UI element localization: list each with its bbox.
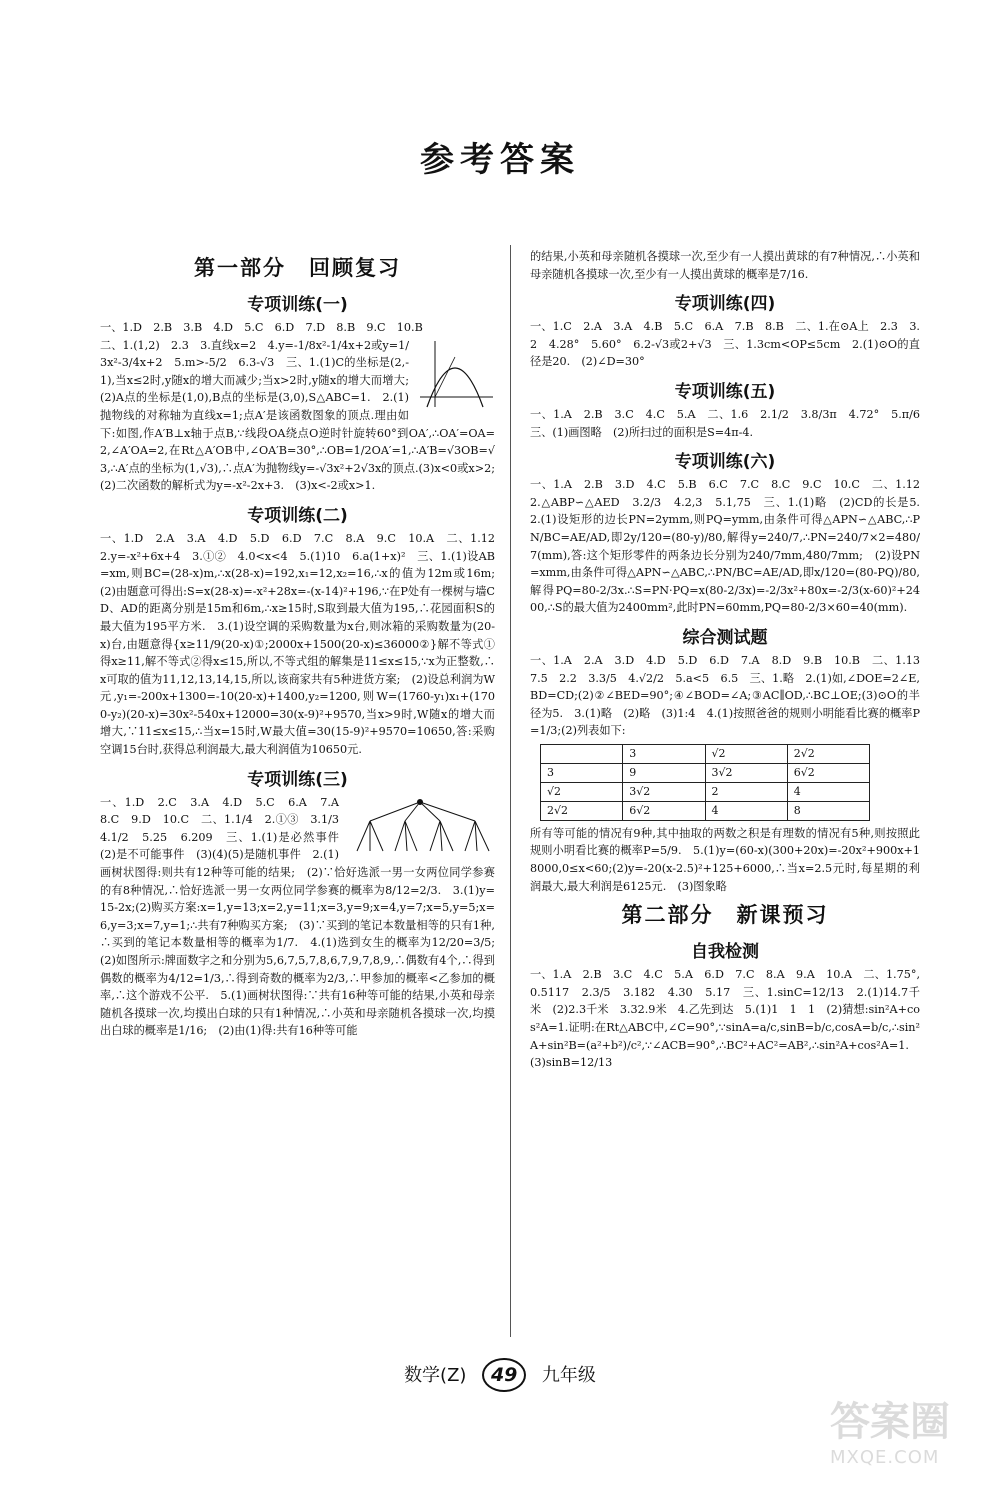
table-cell — [541, 744, 623, 763]
page-title: 参考答案 — [420, 140, 580, 180]
footer-grade: 九年级 — [541, 1365, 596, 1386]
table-cell: 4 — [787, 782, 869, 801]
table-cell: 2√2 — [787, 744, 869, 763]
table-cell: 6√2 — [623, 801, 705, 820]
answer-paragraph: 的结果,小英和母亲随机各摸球一次,至少有一人摸出黄球的有7种情况,∴小英和母亲随机各摸球一次,至少有一人摸出黄球的概率是7/16. — [530, 250, 920, 281]
answer-paragraph: 一、1.C 2.A 3.A 4.B 5.C 6.A 7.B 8.B 二、1.在⊙A上 2.3 3.2 4.28° 5.60° 6.2-√3或2+√3 三、1.3cm<OP≤5cm 2.(1)⊙O的直径是20. (2)∠D=30° — [530, 320, 920, 369]
watermark — [830, 1390, 980, 1475]
table-cell: 4 — [705, 801, 787, 820]
table-cell: 9 — [623, 763, 705, 782]
watermark-logo: 答案圈 — [830, 1399, 950, 1445]
part2-title: 第二部分 新课预习 — [621, 903, 829, 928]
answer-paragraph: 一、1.D 2.C 3.A 4.D 5.C 6.A 7.A 8.C 9.D 10.C 二、1.1/4 2.①③ 3.1/3 4.1/2 5.25 6.209 三、1.(1)是必然事件 (2)是不可能事件 (3)(4)(5)是随机事件 2.(1)画树状图得:则共有12种等可能的结果; (2)∵恰好选派一男一女两位同学参赛的有8种情况,∴恰好选派一男一女两位同学参赛的概率为8/12=2/3. 3.(1)y=15-2x;(2)购买方案:x=1,y=13;x=2,y=11;x=3,y=9;x=4,y=7;x=5,y=5;x=6,y=3;x=7,y=1;∴共有7种购买方案; (3)∵买到的笔记本数量相等的只有1种,∴买到的笔记本数量相等的概率为1/7. 4.(1)选到女生的概率为12/20=3/5; (2)如图所示:牌面数字之和分别为5,6,7,5,7,8,6,7,9,7,8,9,∴偶数有4个,∴得到偶数的概率为4/12=1/3,∴得到奇数的概率为2/3,∴甲参加的概率<乙参加的概率,∴这个游戏不公平. 5.(1)画树状图得:∵共有16种等可能的结果,小英和母亲随机各摸球一次,均摸出白球的只有1种情况,∴小英和母亲随机各摸球一次,均摸出白球的概率是1/16; (2)由(1)得:共有16种等可能 — [100, 795, 507, 1038]
answer-paragraph: 所有等可能的情况有9种,其中抽取的两数之积是有理数的情况有5种,则按照此规则小明看比赛的概率P=5/9. 5.(1)y=(60-x)(300+20x)=-20x²+900x+18000,0≤x<60;(2)y=-20(x-2.5)²+125+6000,∴当x=2.5元时,每星期的利润最大,最大利润是6125元. (3)图象略 — [530, 826, 920, 893]
footer-subject: 数学(Z) — [404, 1365, 467, 1386]
table-row — [541, 744, 870, 763]
probability-table-wrap — [540, 744, 920, 821]
section-title: 专项训练(四) — [674, 294, 776, 315]
left-column — [100, 248, 507, 1040]
right-column — [530, 248, 932, 1072]
table-cell: √2 — [705, 744, 787, 763]
answer-paragraph: 一、1.D 2.A 3.A 4.D 5.D 6.D 7.C 8.A 9.C 10.A 二、1.12 2.y=-x²+6x+4 3.①② 4.0<x<4 5.(1)10 6.a(1+x)² 三、1.(1)设AB=xm,则BC=(28-x)m,∴x(28-x)=192,x₁=12,x₂=16,∴x的值为12m或16m; (2)由题意可得出:S=x(28-x)=-x²+28x=-(x-14)²+196,∵在P处有一棵树与墙CD、AD的距离分别是15m和6m,∴x≥15时,S取到最大值为195,∴花园面积S的最大值为195平方米. 3.(1)设空调的采购数量为x台,则冰箱的采购数量为(20-x)台,由题意得{x≥11/9(20-x)①;2000x+1500(20-x)≤36000②}解不等式①得x≥11,解不等式②得x≤15,所以,不等式组的解集是11≤x≤15,∵x为正整数,∴x可取的值为11,12,13,14,15,所以,该商家共有5种进货方案; (2)设总利润为W元,y₁=-200x+1300=-10(20-x)+1400,y₂=1200,则W=(1760-y₁)x₁+(1700-y₂)(20-x)=30x²-540x+12000=30(x-9)²+9570,当x>9时,W随x的增大而增大,∵11≤x≤15,∴当x=15时,W最大值=30(15-9)²+9570=10650,答:采购空调15台时,获得总利润最大,最大利润值为10650元. — [100, 531, 507, 757]
table-cell: 8 — [787, 801, 869, 820]
answer-paragraph: 一、1.A 2.A 3.D 4.D 5.D 6.D 7.A 8.D 9.B 10.B 二、1.137.5 2.2 3.3/5 4.√2/2 5.a<5 6.5 三、1.略 2.(1)如,∠DOE=2∠E,BD=CD;(2)②∠BED=90°;④∠BOD=∠A;③AC∥OD,∴BC⊥OE;(3)⊙O的半径为5. 3.(1)略 (2)略 (3)1:4 4.(1)按照爸爸的规则小明能看比赛的概率P=1/3;(2)列表如下: — [530, 653, 920, 738]
table-cell: 2√2 — [541, 801, 623, 820]
table-cell: 3 — [541, 763, 623, 782]
answer-paragraph: 一、1.A 2.B 3.C 4.C 5.A 6.D 7.C 8.A 9.A 10.A 二、1.75°,0.5117 2.3/5 3.182 4.30 5.17 三、1.sinC=12/13 2.(1)14.7千米 (2)2.3千米 3.32.9米 4.乙先到达 5.(1)1 1 1 (2)猜想:sin²A+cos²A=1.证明:在Rt△ABC中,∠C=90°,∵sinA=a/c,sinB=b/c,cosA=b/c,∴sin²A+sin²B=(a²+b²)/c²,∵∠ACB=90°,∴BC²+AC²=AB²,∴sin²A+cos²A=1. (3)sinB=12/13 — [530, 968, 921, 1070]
column-divider — [510, 245, 511, 1337]
answer-paragraph: 二、1.(1,2) 2.3 3.直线x=2 4.y=-1/8x²-1/4x+2或y=1/3x²-3/4x+2 5.m>-5/2 6.3-√3 三、1.(1)C的坐标是(2,-1),当x≤2时,y随x的增大而减少;当x>2时,y随x的增大而增大; (2)A点的坐标是(1,0),B点的坐标是(3,0),S△ABC=1. 2.(1)抛物线的对称轴为直线x=1;点A′是该函数图象的顶点.理由如下:如图,作A′B⊥x轴于点B,∵线段OA绕点O逆时针旋转60°到OA′,∴OA′=OA=2,∠A′OA=2,在Rt△A′OB中,∠OA′B=30°,∴OB=1/2OA′=1,∴A′B=√3OB=√3,∴A′点的坐标为(1,√3),∴点A′为抛物线y=-√3x²+2√3x的顶点.(3)x<0或x>2;(2)二次函数的解析式为y=-x²-2x+3. (3)x<-2或x>1. — [100, 338, 495, 493]
section-title: 综合测试题 — [682, 627, 768, 648]
section-title: 专项训练(六) — [674, 452, 776, 473]
answer-paragraph: 一、1.A 2.B 3.C 4.C 5.A 二、1.6 2.1/2 3.8/3π 4.72° 5.π/6 三、(1)画图略 (2)所扫过的面积是S=4π-4. — [530, 407, 932, 439]
section-title: 专项训练(三) — [247, 769, 348, 790]
section-title: 专项训练(一) — [247, 295, 348, 315]
table-cell: 3√2 — [623, 782, 705, 801]
page-number: 49 — [482, 1358, 526, 1392]
answer-paragraph: 一、1.A 2.B 3.D 4.C 5.B 6.C 7.C 8.C 9.C 10.C 二、1.12 2.△ABP∽△AED 3.2/3 4.2,3 5.1,75 三、1.(1)略 (2)CD的长是5. 2.(1)设矩形的边长PN=2ymm,则PQ=ymm,由条件可得△APN∽△ABC,∴PN/BC=AE/AD,即2y/120=(80-y)/80,解得y=240/7,∴PN=240/7×2=480/7(mm),答:这个矩形零件的两条边长分别为240/7mm,480/7mm; (2)设PN=xmm,由条件可得△APN∽△ABC,∴PN/BC=AE/AD,即x/120=(80-PQ)/80,解得PQ=80-2/3x.∴S=PN·PQ=x(80-2/3x)=-2/3x²+80x=-2/3(x-60)²+2400,∴S的最大值为2400mm²,此时PN=60mm,PQ=80-2/3×60=40(mm). — [530, 478, 932, 615]
part1-title: 第一部分 回顾复习 — [194, 256, 401, 280]
table-cell: 3√2 — [705, 763, 787, 782]
tree-diagram — [345, 796, 495, 856]
table-cell: 3 — [623, 744, 705, 763]
page-footer — [0, 1358, 1000, 1392]
table-row — [541, 801, 870, 820]
answer-line: 一、1.D 2.B 3.B 4.D 5.C 6.D 7.D 8.B 9.C 10.B — [100, 321, 423, 334]
section-title: 专项训练(五) — [674, 381, 776, 402]
watermark-url: MXQE.COM — [830, 1447, 940, 1468]
parabola-figure — [415, 339, 495, 409]
probability-table — [540, 744, 870, 821]
section-title: 自我检测 — [691, 942, 759, 963]
section-title: 专项训练(二) — [247, 505, 348, 526]
table-row — [541, 782, 870, 801]
table-cell: 2 — [705, 782, 787, 801]
table-cell: 6√2 — [787, 763, 869, 782]
table-cell: √2 — [541, 782, 623, 801]
table-row — [541, 763, 870, 782]
